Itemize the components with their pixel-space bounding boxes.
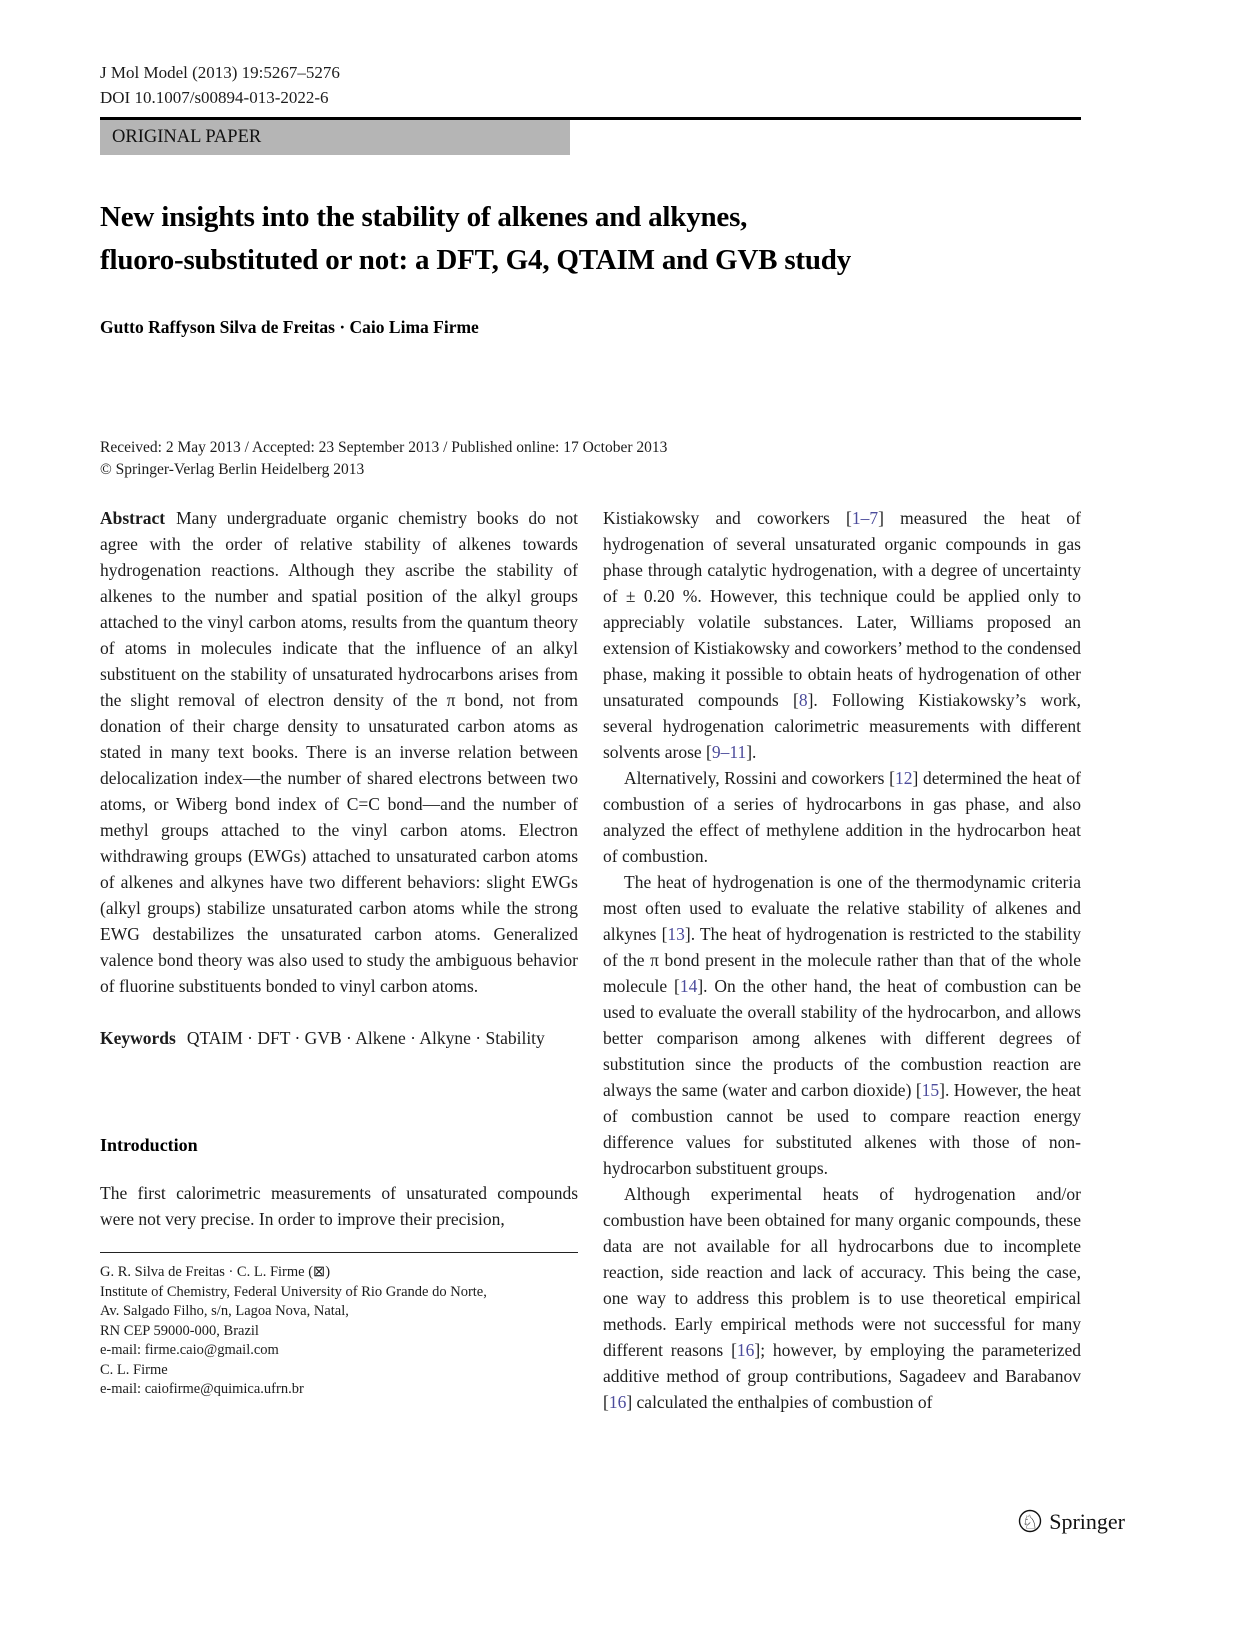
article-category-badge bbox=[100, 120, 570, 155]
two-column-body bbox=[100, 505, 1081, 1415]
citation-ref[interactable]: 12 bbox=[894, 768, 913, 788]
received-accepted-line: Received: 2 May 2013 / Accepted: 23 September 2013 / Published online: 17 October 2013 bbox=[100, 439, 668, 456]
affiliation-line: Institute of Chemistry, Federal University of Rio Grande do Norte, bbox=[100, 1283, 487, 1300]
article-title-line-2: fluoro-substituted or not: a DFT, G4, QTAIM and GVB study bbox=[100, 244, 852, 276]
body-paragraph: Although experimental heats of hydrogenation and/or combustion have been obtained for many organic compounds, these data are not available for all hydrocarbons due to incomplete reaction, side reaction and lack of accuracy. This being the case, one way to address this problem is to use theoretical empirical methods. Early empirical methods were not successful for many different reasons [16]; however, by employing the parameterized additive method of group contributions, Sagadeev and Barabanov [16] calculated the enthalpies of combustion of bbox=[603, 1184, 1081, 1412]
email-line: e-mail: firme.caio@gmail.com bbox=[100, 1342, 279, 1358]
abstract-text: Many undergraduate organic chemistry books do not agree with the order of relative stability of alkenes towards hydrogenation reactions. Although they ascribe the stability of alkenes to the number and spatial position of the alkyl groups attached to the vinyl carbon atoms, results from the quantum theory of atoms in molecules indicate that the influence of an alkyl substituent on the stability of unsaturated hydrocarbons arises from the slight removal of electron density of the π bond, not from donation of their charge density to unsaturated carbon atoms as stated in many text books. There is an inverse relation between delocalization index—the number of shared electrons between two atoms, or Wiberg bond index of C=C bond—and the number of methyl groups attached to the vinyl carbon atoms. Electron withdrawing groups (EWGs) attached to unsaturated carbon atoms of alkenes and alkynes have two different behaviors: slight EWGs (alkyl groups) stabilize unsaturated carbon atoms while the strong EWG destabilizes the unsaturated carbon atoms. Generalized valence bond theory was also used to study the ambiguous behavior of fluorine substituents bonded to vinyl carbon atoms. bbox=[100, 508, 578, 996]
citation-ref[interactable]: 8 bbox=[798, 690, 808, 710]
citation-ref[interactable]: 13 bbox=[667, 924, 685, 944]
article-title-line-1: New insights into the stability of alkenes and alkynes, bbox=[100, 201, 748, 233]
email-line: e-mail: caiofirme@quimica.ufrn.br bbox=[100, 1381, 304, 1397]
citation-ref[interactable]: 16 bbox=[736, 1340, 755, 1360]
keywords-label: Keywords bbox=[100, 1028, 176, 1048]
journal-reference: J Mol Model (2013) 19:5267–5276 bbox=[100, 63, 340, 82]
authors-line: Gutto Raffyson Silva de Freitas · Caio Lima Firme bbox=[100, 317, 479, 337]
body-paragraph: Kistiakowsky and coworkers [1–7] measured the heat of hydrogenation of several unsaturated organic compounds in gas phase through catalytic hydrogenation, with a degree of uncertainty of ± 0.20 %. However, this technique could be applied only to appreciably volatile substances. Later, Williams proposed an extension of Kistiakowsky and coworkers’ method to the condensed phase, making it possible to obtain heats of hydrogenation of other unsaturated compounds [8]. Following Kistiakowsky’s work, several hydrogenation calorimetric measurements with different solvents arose [9–11]. bbox=[603, 508, 1081, 762]
citation-ref[interactable]: 15 bbox=[921, 1080, 940, 1100]
journal-header bbox=[100, 60, 340, 110]
article-title bbox=[100, 196, 1110, 282]
article-category-label: ORIGINAL PAPER bbox=[112, 126, 262, 147]
keywords-paragraph bbox=[100, 1025, 578, 1051]
citation-ref[interactable]: 9–11 bbox=[711, 742, 747, 762]
svg-text:♘: ♘ bbox=[1021, 1511, 1039, 1534]
author-footnote bbox=[100, 1252, 578, 1400]
body-paragraph: Alternatively, Rossini and coworkers [12] determined the heat of combustion of a series of hydrocarbons in gas phase, and also analyzed the effect of methylene addition in the hydrocarbon heat of combustion. bbox=[603, 768, 1081, 866]
affiliation-line: RN CEP 59000-000, Brazil bbox=[100, 1322, 259, 1339]
correspondence-line: G. R. Silva de Freitas · C. L. Firme (⊠) bbox=[100, 1264, 331, 1280]
affiliation-line: Av. Salgado Filho, s/n, Lagoa Nova, Natal, bbox=[100, 1303, 349, 1319]
body-paragraph: The heat of hydrogenation is one of the thermodynamic criteria most often used to evaluate the relative stability of alkenes and alkynes [13]. The heat of hydrogenation is restricted to the stability of the π bond present in the molecule rather than that of the whole molecule [14]. On the other hand, the heat of combustion can be used to evaluate the overall stability of the hydrocarbon, and allows better comparison among alkenes with different degrees of substitution since the products of the combustion reaction are always the same (water and carbon dioxide) [15]. However, the heat of combustion cannot be used to compare reaction energy difference values for substituted alkenes with those of non-hydrocarbon substituent groups. bbox=[603, 872, 1081, 1178]
abstract-paragraph bbox=[100, 505, 578, 999]
copyright-line: © Springer-Verlag Berlin Heidelberg 2013 bbox=[100, 460, 365, 478]
article-history bbox=[100, 437, 667, 480]
publisher-name: Springer bbox=[1049, 1509, 1125, 1534]
journal-doi: DOI 10.1007/s00894-013-2022-6 bbox=[100, 88, 329, 107]
citation-ref[interactable]: 1–7 bbox=[851, 508, 879, 528]
abstract-label: Abstract bbox=[100, 508, 166, 528]
second-author-line: C. L. Firme bbox=[100, 1361, 168, 1378]
citation-ref[interactable]: 14 bbox=[679, 976, 698, 996]
springer-horse-icon bbox=[1016, 1508, 1044, 1536]
publisher-logo bbox=[1016, 1508, 1125, 1536]
introduction-paragraph: The first calorimetric measurements of unsaturated compounds were not very precise. In order to improve their precision, bbox=[100, 1183, 578, 1229]
left-column bbox=[100, 505, 578, 1415]
right-column bbox=[603, 505, 1081, 1415]
introduction-heading: Introduction bbox=[100, 1135, 198, 1155]
citation-ref[interactable]: 16 bbox=[608, 1392, 627, 1412]
keywords-text: QTAIM · DFT · GVB · Alkene · Alkyne · Stability bbox=[186, 1028, 545, 1048]
